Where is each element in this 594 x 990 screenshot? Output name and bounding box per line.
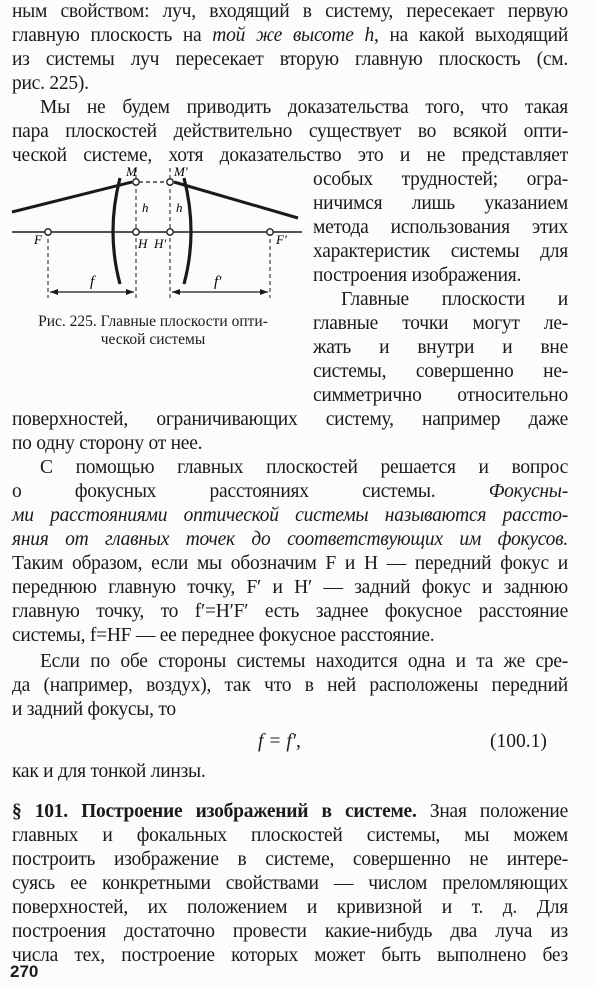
text-line: Мы не будем приводить доказательства того, что такая [40,97,568,118]
text-line: числа тех, построение которых может быть выполнено без [12,945,568,966]
point-M-prime [167,179,173,185]
text-line: Таким образом, если мы обозначим F и H — передний фокус и [12,553,568,574]
emergent-ray [174,182,298,218]
text-line: да (например, воздух), так что в ней расположены передний [12,675,568,696]
text-line: ным свойством: луч, входящий в систему, пересекает первую [12,1,568,22]
text-line: как и для тонкой линзы. [12,761,206,782]
figure-caption-line: Рис. 225. Главные плоскости опти- [38,313,268,330]
text-line: пара плоскостей действительно существует во всякой опти- [12,121,568,142]
text-line: ми расстояниями оптической системы называются рассто- [12,505,568,526]
text-line: рис. 225). [12,73,89,94]
label-H: H [138,236,148,251]
text-line: яния от главных точек до соответствующих им фокусов. [12,529,568,550]
text-line: Главные плоскости и [341,289,568,310]
figure-225-principal-planes [8,160,306,312]
text-line: главные точки могут ле- [313,313,568,334]
text-line: поверхностей, ограничивающих систему, например даже [12,409,568,430]
first-refracting-surface [113,178,120,284]
point-M [133,179,139,185]
text-line: суясь ее конкретными свойствами — числом преломляющих [12,873,568,894]
text-line: переднюю главную точку, F′ и H′ — задний фокус и заднюю [12,577,568,598]
point-H [133,229,139,235]
equation-number: (100.1) [490,731,547,752]
text-line: поверхностей, их положением и кривизной и т. д. Для [12,897,568,918]
text-line: С помощью главных плоскостей решается и вопрос [40,457,568,478]
label-F-prime: F′ [276,232,287,247]
text-line: и задний фокусы, то [12,699,176,720]
page-number: 270 [10,962,39,981]
label-f: f [90,274,95,290]
point-H-prime [167,229,173,235]
label-f-prime: f′ [214,274,222,290]
text-line: характеристик системы для [313,241,568,262]
text-line: построить изображение в системе, совершенно не интере- [12,849,568,870]
label-F: F [34,232,42,247]
text-line: жать и внутри и вне [313,337,568,358]
text-line: метода использования этих [313,217,568,238]
point-F [45,229,51,235]
label-h-left: h [142,200,149,215]
text-line: о фокусных расстояниях системы. Фокусны- [12,481,568,502]
second-refracting-surface [184,178,191,284]
text-line: симметрично относительно [313,385,568,406]
text-line: особых трудностей; огра- [313,169,568,190]
equation-formula: f = f′, [258,731,301,752]
label-h-right: h [176,200,183,215]
text-line: из системы луч пересекает вторую главную плоскость (см. [12,49,568,70]
text-line: построения изображения. [313,265,522,286]
text-line: ничимся лишь указанием [313,193,568,214]
text-line: системы, f=HF — ее переднее фокусное расстояние. [12,625,435,646]
label-H-prime: H′ [154,236,167,251]
text-line: Если по обе стороны системы находится одна и та же сре- [40,651,568,672]
section-heading-line: § 101. Построение изображений в системе. Зная положение [12,801,569,822]
label-M: M [126,164,137,179]
text-line: по одну сторону от нее. [12,433,203,454]
text-line: главных и фокальных плоскостей системы, мы можем [12,825,568,846]
text-line: главную плоскость на той же высоте h, на какой выходящий [12,25,569,46]
text-line: системы, совершенно не- [313,361,568,382]
text-line: главную точку, то f′=H′F′ есть заднее фокусное расстояние [12,601,568,622]
figure-caption-line: ческой системы [100,331,206,348]
point-F-prime [267,229,273,235]
text-line: ческой системе, хотя доказательство это и не представляет [12,145,568,166]
label-M-prime: M′ [174,164,188,179]
text-line: построения достаточно провести какие-нибудь два луча из [12,921,568,942]
